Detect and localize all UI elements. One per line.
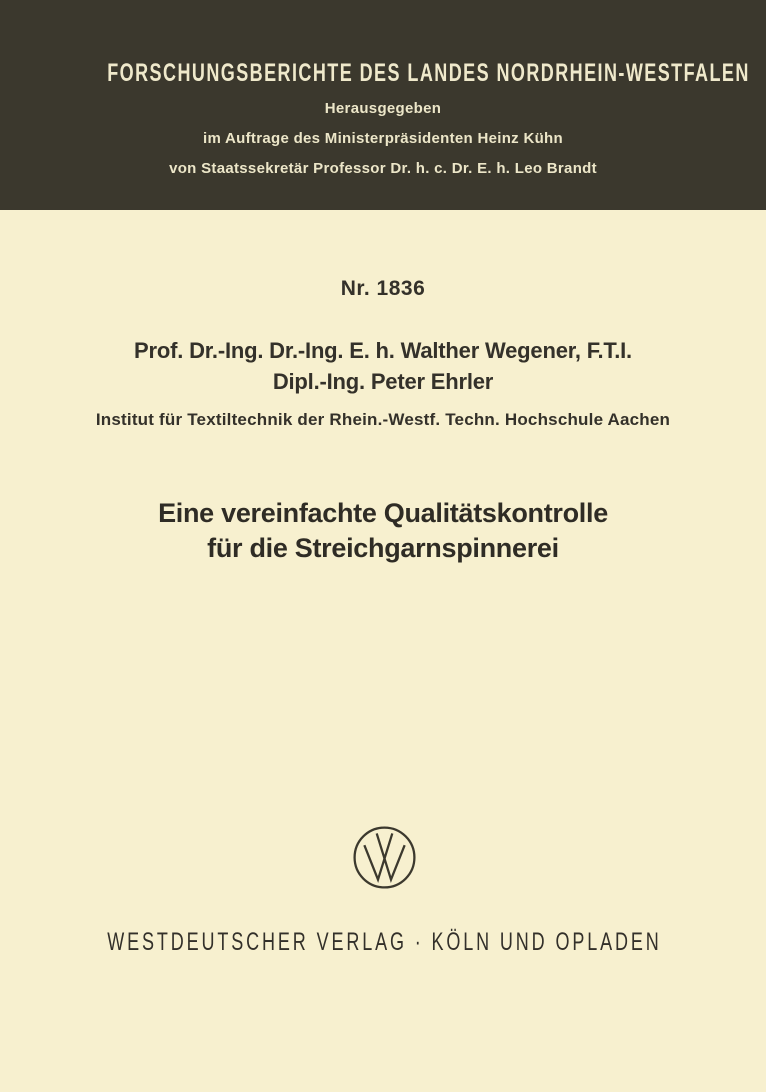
series-header-band xyxy=(0,0,766,210)
author-name-primary: Prof. Dr.-Ing. Dr.-Ing. E. h. Walther Wegener, F.T.I. xyxy=(134,338,632,363)
edited-label: Herausgegeben xyxy=(324,100,442,117)
edited-by-line1: im Auftrage des Ministerpräsidenten Heinz Kühn xyxy=(203,130,563,147)
book-title-line1: Eine vereinfachte Qualitätskontrolle xyxy=(158,498,608,528)
publisher-imprint: WESTDEUTSCHER VERLAG · KÖLN UND OPLADEN xyxy=(107,928,662,956)
series-title: FORSCHUNGSBERICHTE DES LANDES NORDRHEIN-WESTFALEN xyxy=(107,59,750,87)
report-number: Nr. 1836 xyxy=(340,277,426,300)
institute-affiliation: Institut für Textiltechnik der Rhein.-Westf. Techn. Hochschule Aachen xyxy=(95,410,671,429)
author-name-secondary: Dipl.-Ing. Peter Ehrler xyxy=(272,369,494,394)
edited-by-line2: von Staatssekretär Professor Dr. h. c. Dr. E. h. Leo Brandt xyxy=(169,160,597,177)
publisher-logo-icon xyxy=(352,825,417,890)
book-title-line2: für die Streichgarnspinnerei xyxy=(207,533,559,563)
